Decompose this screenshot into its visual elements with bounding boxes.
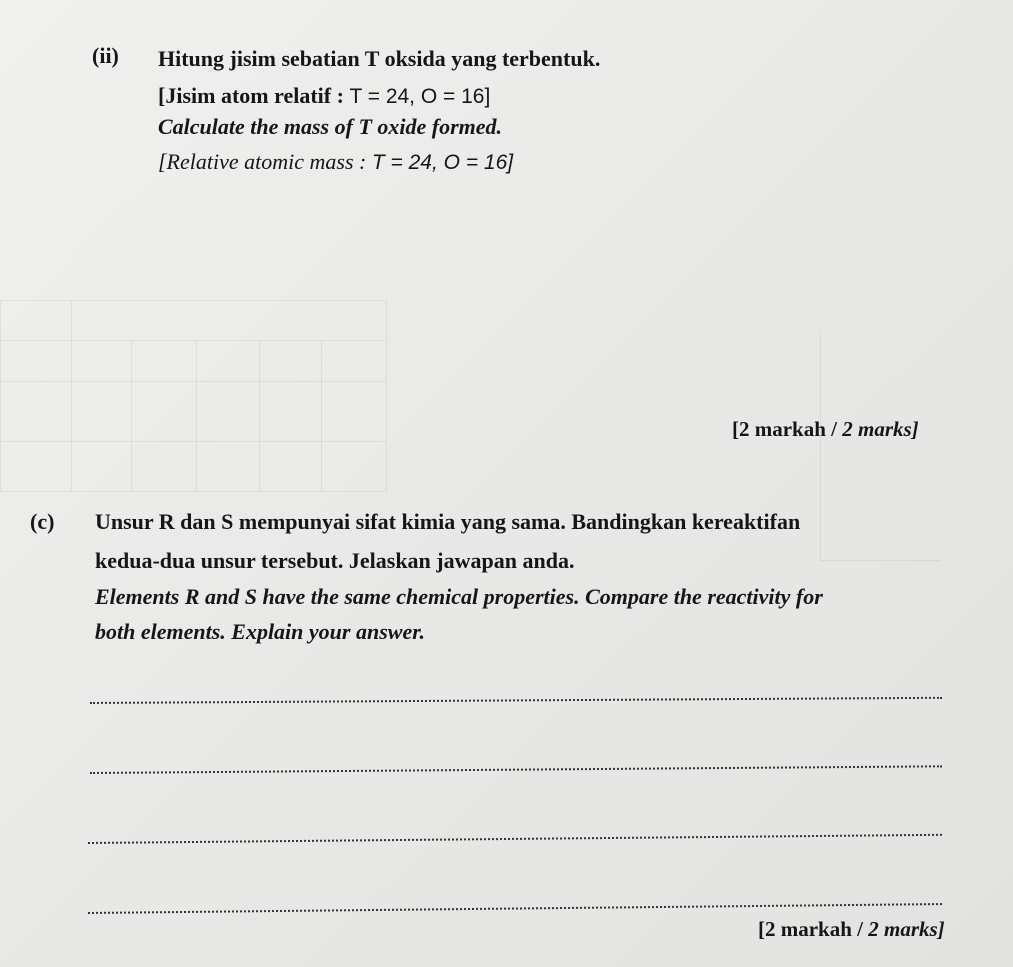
question-number-ii: (ii) bbox=[92, 43, 119, 68]
marks-english: 2 marks] bbox=[842, 417, 919, 441]
show-through-header bbox=[0, 300, 385, 341]
malay-data-label: [Jisim atom relatif : bbox=[158, 83, 344, 108]
question-ii-malay-prompt: Hitung jisim sebatian T oksida yang terbentuk. bbox=[158, 46, 601, 71]
question-ii-malay-data bbox=[158, 84, 490, 108]
english-data-label: [Relative atomic mass : bbox=[158, 149, 367, 174]
question-ii-english-prompt: Calculate the mass of T oxide formed. bbox=[158, 114, 503, 139]
marks-label-ii bbox=[732, 418, 919, 441]
answer-line[interactable] bbox=[90, 765, 942, 774]
question-c-english-line-1: Elements R and S have the same chemical properties. Compare the reactivity for bbox=[95, 584, 823, 609]
answer-line[interactable] bbox=[90, 697, 942, 704]
malay-data-values: T = 24, O = 16] bbox=[349, 85, 491, 108]
answer-line[interactable] bbox=[88, 834, 942, 844]
question-ii-english-data bbox=[158, 150, 513, 174]
question-c-english-line-2: both elements. Explain your answer. bbox=[95, 619, 426, 644]
answer-line[interactable] bbox=[88, 903, 942, 914]
question-c-malay-line-1: Unsur R dan S mempunyai sifat kimia yang sama. Bandingkan kereaktifan bbox=[95, 509, 801, 534]
show-through-box bbox=[820, 330, 941, 561]
question-c-malay-line-2: kedua-dua unsur tersebut. Jelaskan jawapan anda. bbox=[95, 548, 575, 573]
english-data-values: T = 24, O = 16] bbox=[371, 151, 514, 174]
marks-malay: [2 markah / bbox=[732, 417, 837, 441]
marks-malay: [2 markah / bbox=[758, 917, 863, 941]
marks-english: 2 marks] bbox=[868, 917, 945, 941]
marks-label-c bbox=[758, 918, 945, 941]
question-number-c: (c) bbox=[30, 509, 55, 534]
